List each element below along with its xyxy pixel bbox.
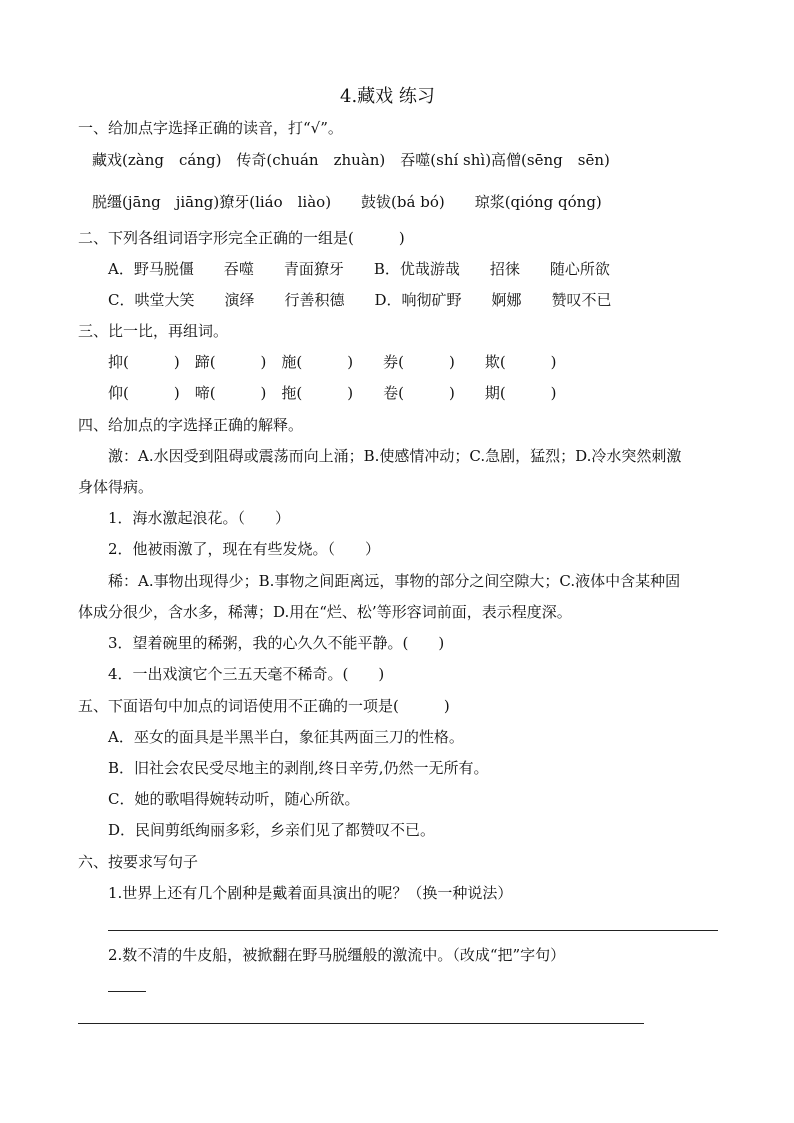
compare-row-2: 仰( ) 啼( ) 拖( ) 卷( ) 期( ) [108, 384, 557, 402]
definition-ji-line-1: 激：A.水因受到阻碍或震荡而向上涌；B.使感情冲动；C.急剧，猛烈；D.冷水突然刺激 [108, 447, 682, 465]
option-row-cd: C．哄堂大笑 演绎 行善积德 D．响彻矿野 婀娜 赞叹不已 [108, 291, 612, 309]
question-4-4: 4．一出戏演它个三五天毫不稀奇。( ) [108, 665, 385, 683]
page-title: 4.藏戏 练习 [340, 86, 435, 107]
option-5-c: C．她的歌唱得婉转动听，随心所欲。 [108, 790, 360, 808]
option-5-a: A．巫女的面具是半黑半白，象征其两面三刀的性格。 [108, 728, 464, 746]
question-4-1: 1．海水激起浪花。（ ） [108, 509, 291, 527]
question-4-3: 3．望着碗里的稀粥，我的心久久不能平静。( ) [108, 634, 445, 652]
section-2-heading: 二、下列各组词语字形完全正确的一组是( ) [78, 229, 405, 247]
option-row-ab: A．野马脱僵 吞噬 青面獠牙 B．优哉游哉 招徕 随心所欲 [108, 260, 610, 278]
question-6-2: 2.数不清的牛皮船，被掀翻在野马脱缰般的激流中。（改成“把”字句） [108, 946, 566, 964]
answer-line-1 [108, 930, 718, 931]
pinyin-row-1: 藏戏(zàng cáng) 传奇(chuán zhuàn) 吞噬(shí shì)高僧(sēng sēn) [92, 151, 610, 169]
definition-xi-line-1: 稀：A.事物出现得少；B.事物之间距离远，事物的部分之间空隙大；C.液体中含某种固 [108, 572, 681, 590]
compare-row-1: 抑( ) 蹄( ) 施( ) 券( ) 欺( ) [108, 353, 557, 371]
section-5-heading: 五、下面语句中加点的词语使用不正确的一项是( ) [78, 697, 450, 715]
answer-line-2 [78, 1023, 644, 1024]
answer-short-line [108, 991, 146, 992]
option-5-b: B．旧社会农民受尽地主的剥削,终日辛劳,仍然一无所有。 [108, 759, 489, 777]
definition-ji-line-2: 身体得病。 [78, 478, 154, 496]
section-3-heading: 三、比一比，再组词。 [78, 322, 229, 340]
question-4-2: 2．他被雨激了，现在有些发烧。（ ） [108, 540, 381, 558]
section-6-heading: 六、按要求写句子 [78, 853, 199, 871]
definition-xi-line-2: 体成分很少，含水多，稀薄；D.用在“烂、松’等形容词前面，表示程度深。 [78, 603, 572, 621]
option-5-d: D．民间剪纸绚丽多彩，乡亲们见了都赞叹不已。 [108, 821, 436, 839]
section-4-heading: 四、给加点的字选择正确的解释。 [78, 416, 304, 434]
section-1-heading: 一、给加点字选择正确的读音，打“√”。 [78, 119, 343, 137]
pinyin-row-2: 脱缰(jāng jiāng)獠牙(liáo liào) 鼓钹(bá bó) 琼浆(qióng qóng) [92, 193, 602, 211]
question-6-1: 1.世界上还有几个剧种是戴着面具演出的呢？（换一种说法） [108, 884, 513, 902]
